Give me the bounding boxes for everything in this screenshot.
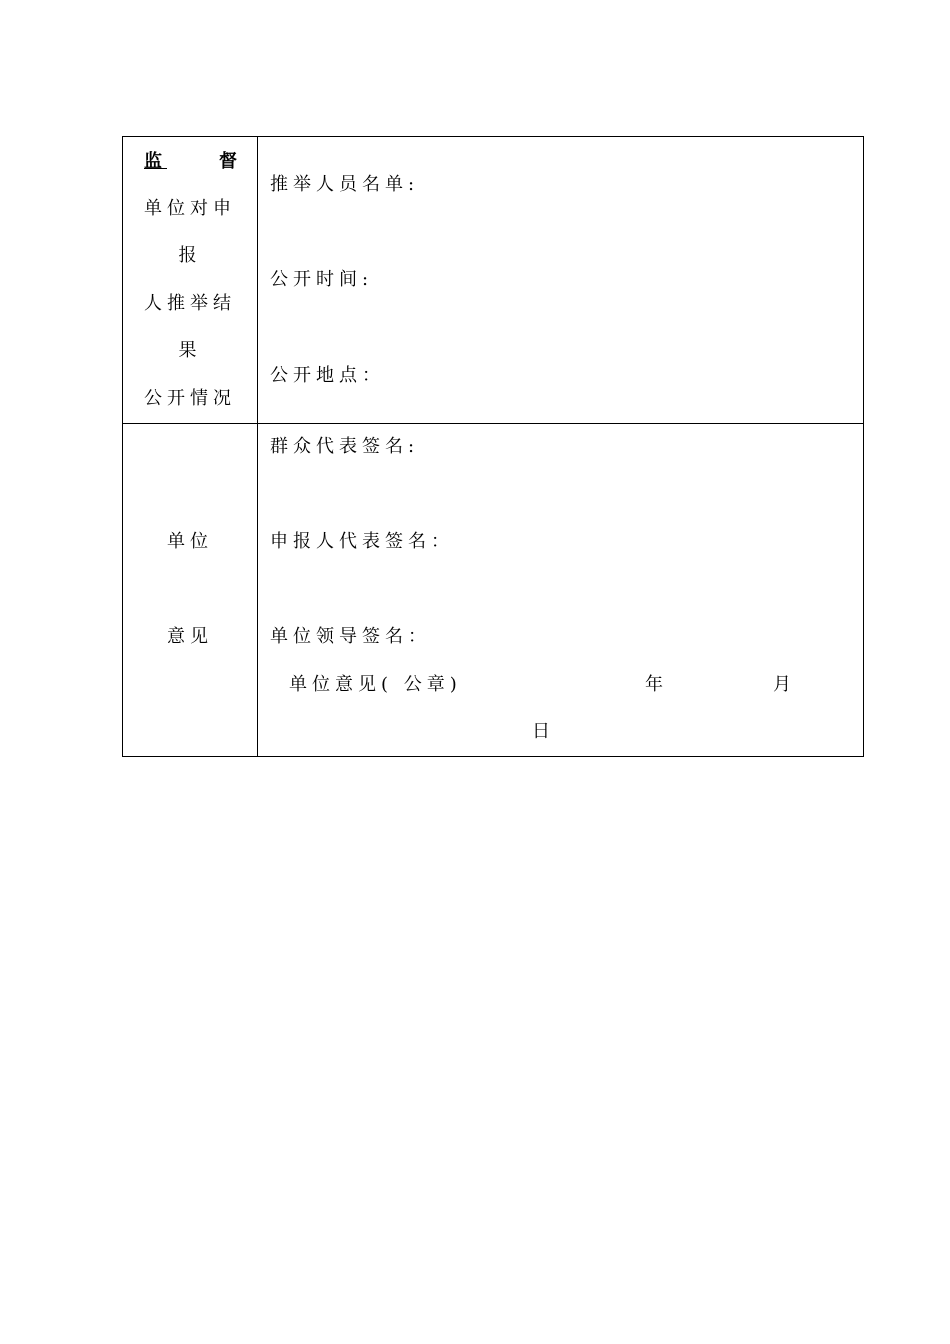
label-line-report: 报 [178,245,202,266]
disclosure-content-cell [258,137,863,423]
declaration-form-table [122,136,864,757]
unit-opinion-row [123,424,863,756]
public-time-field: 公开时间: [270,269,374,290]
mass-representative-signature-field: 群众代表签名: [270,436,420,457]
unit-opinion-label-cell [123,424,258,756]
applicant-representative-signature-field: 申报人代表签名： [270,531,454,552]
date-month-label: 月 [773,674,796,695]
label-line-disclosure-status: 公开情况 [144,388,236,409]
opinion-label: 意见 [167,626,213,647]
unit-opinion-seal-field: 单位意见( 公章) [289,674,462,695]
nominee-list-field: 推举人员名单: [270,174,420,195]
unit-opinion-content-cell [258,424,863,756]
disclosure-row [123,137,863,424]
date-year-label: 年 [645,674,668,695]
unit-label: 单位 [167,531,213,552]
label-line-nomination-result: 人推举结 [144,293,236,314]
label-line-unit-to-applicant: 单位对申 [144,198,236,219]
supervise-label-a: 监 [144,151,167,172]
public-place-field: 公开地点： [270,365,385,386]
date-day-label: 日 [532,721,555,742]
unit-leader-signature-field: 单位领导签名： [270,626,431,647]
disclosure-label-cell [123,137,258,423]
label-line-result: 果 [178,340,202,361]
supervise-label-b: 督 [219,151,242,172]
